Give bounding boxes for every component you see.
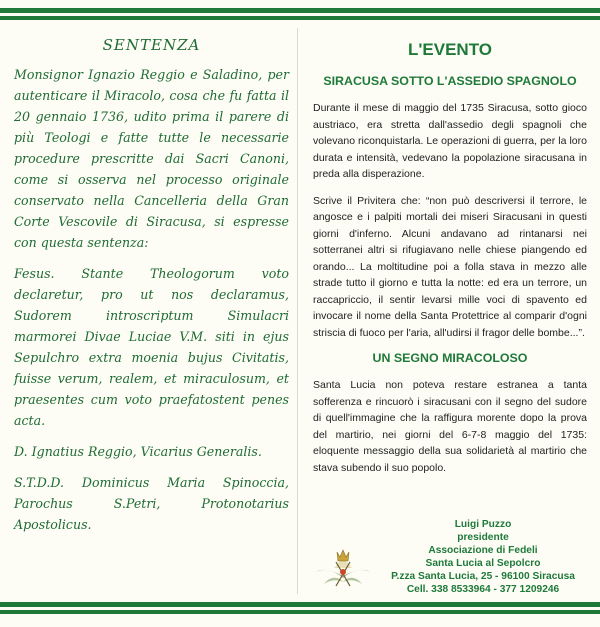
bottom-band-line-2: [0, 610, 600, 614]
signature-phone: Cell. 338 8533964 - 377 1209246: [406, 584, 560, 595]
column-divider: [297, 28, 298, 594]
sentenza-signatory-2: S.T.D.D. Dominicus Maria Spinoccia, Parochus S.Petri, Protonotarius Apostolicus.: [14, 475, 289, 532]
sentenza-paragraph-intro: Monsignor Ignazio Reggio e Saladino, per autenticare il Miracolo, cosa che fu fatta il 20 gennaio 1736, udito prima il parere di più Teologi e fatte tutte le necessarie procedure prescritte dai Sacri Canoni, come si osserva nel processo originale conservato nella Cancelleria della Gran Corte Vescovile di Siracusa, si espresse con questa sentenza:: [14, 67, 289, 250]
evento-paragraph-2: Scrive il Privitera che: “non può descriversi il terrore, le angosce e i palpiti mortali dei miseri Siracusani in questi giorni d'inferno. Alcuni andavano ad rintanarsi nei sotterranei altri si rifugiavano nelle chiese piangendo ed orando... La moltitudine poi a folla stava in mezzo alle strade tutto il giorno e tutta la notte: ed era un terrore, un raccapriccio, il sentir levarsi mille voci di spavento ed invocare il nome della Santa Protettrice al comparir d'ogni striscia di fuoco per l'aria, all'udirsi il fragor delle bombe...”.: [313, 194, 587, 339]
evento-title: L'EVENTO: [407, 40, 493, 59]
subheading-segno: UN SEGNO MIRACOLOSO: [372, 351, 528, 365]
signature-org-line-1: Associazione di Fedeli: [428, 545, 538, 556]
crown-palm-emblem-icon: [314, 532, 372, 592]
signature-name: Luigi Puzzo: [454, 519, 512, 530]
bottom-band-line-1: [0, 602, 600, 607]
subheading-assedio: SIRACUSA SOTTO L'ASSEDIO SPAGNOLO: [323, 74, 577, 88]
sentenza-paragraph-latin: Fesus. Stante Theologorum voto declaretur, pro ut nos declaramus, Sudorem introscriptum Simulacri marmorei Divae Luciae V.M. siti in ejus Sepulchro extra moenia bujus Civitatis, fuisse verum, realem, et miraculosum, et praesentes cum voto praefatostent penes acta.: [14, 266, 289, 428]
sentenza-title: SENTENZA: [102, 36, 201, 54]
signature-role: presidente: [457, 532, 509, 543]
signature-address: P.zza Santa Lucia, 25 - 96100 Siracusa: [391, 571, 575, 582]
signature-block: [314, 518, 592, 598]
top-green-band: [0, 8, 600, 24]
top-band-line-1: [0, 8, 600, 13]
sentenza-column: [14, 36, 289, 545]
sentenza-signatory-1: D. Ignatius Reggio, Vicarius Generalis.: [14, 444, 262, 459]
top-band-line-2: [0, 16, 600, 20]
signature-text: [368, 518, 598, 596]
signature-org-line-2: Santa Lucia al Sepolcro: [425, 558, 541, 569]
evento-paragraph-1: Durante il mese di maggio del 1735 Siracusa, sotto gioco austriaco, era stretta dall'assedio degli spagnoli che volevano riconquistarla. Le operazioni di guerra, per la loro durata e intensità, vedevano la popolazione siracusana in preda alla disperazione.: [313, 102, 587, 180]
evento-paragraph-3: Santa Lucia non poteva restare estranea a tanta sofferenza e rincuorò i siracusani con il segno del sudore di quell'immagine che la raffigura morente dopo la prova del martirio, nei giorni del 6-7-8 maggio del 1735: eloquente messaggio della sua solidarietà al martirio che stava subendo il suo popolo.: [313, 379, 587, 474]
bottom-green-band: [0, 602, 600, 618]
evento-column: [313, 40, 587, 486]
